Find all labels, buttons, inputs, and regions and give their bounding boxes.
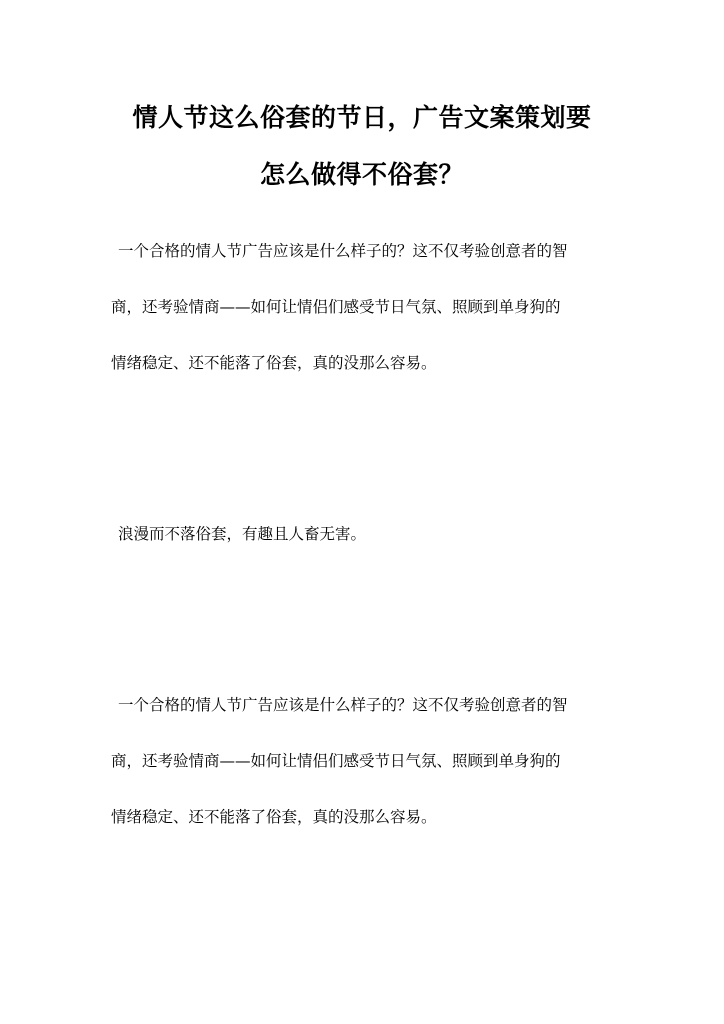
paragraph-1-line-1: 一个合格的情人节广告应该是什么样子的？这不仅考验创意者的智 (118, 242, 568, 260)
document-title-line-1: 情人节这么俗套的节日，广告文案策划要 (132, 103, 592, 132)
paragraph-2-line-1: 浪漫而不落俗套，有趣且人畜无害。 (118, 525, 367, 543)
paragraph-3-line-3: 情绪稳定、还不能落了俗套，真的没那么容易。 (111, 808, 437, 826)
paragraph-1-line-3: 情绪稳定、还不能落了俗套，真的没那么容易。 (111, 354, 437, 372)
document-title-line-2: 怎么做得不俗套？ (259, 160, 464, 189)
paragraph-1-line-2: 商，还考验情商——如何让情侣们感受节日气氛、照顾到单身狗的 (111, 298, 561, 316)
paragraph-3-line-2: 商，还考验情商——如何让情侣们感受节日气氛、照顾到单身狗的 (111, 752, 561, 770)
paragraph-3-line-1: 一个合格的情人节广告应该是什么样子的？这不仅考验创意者的智 (118, 696, 568, 714)
